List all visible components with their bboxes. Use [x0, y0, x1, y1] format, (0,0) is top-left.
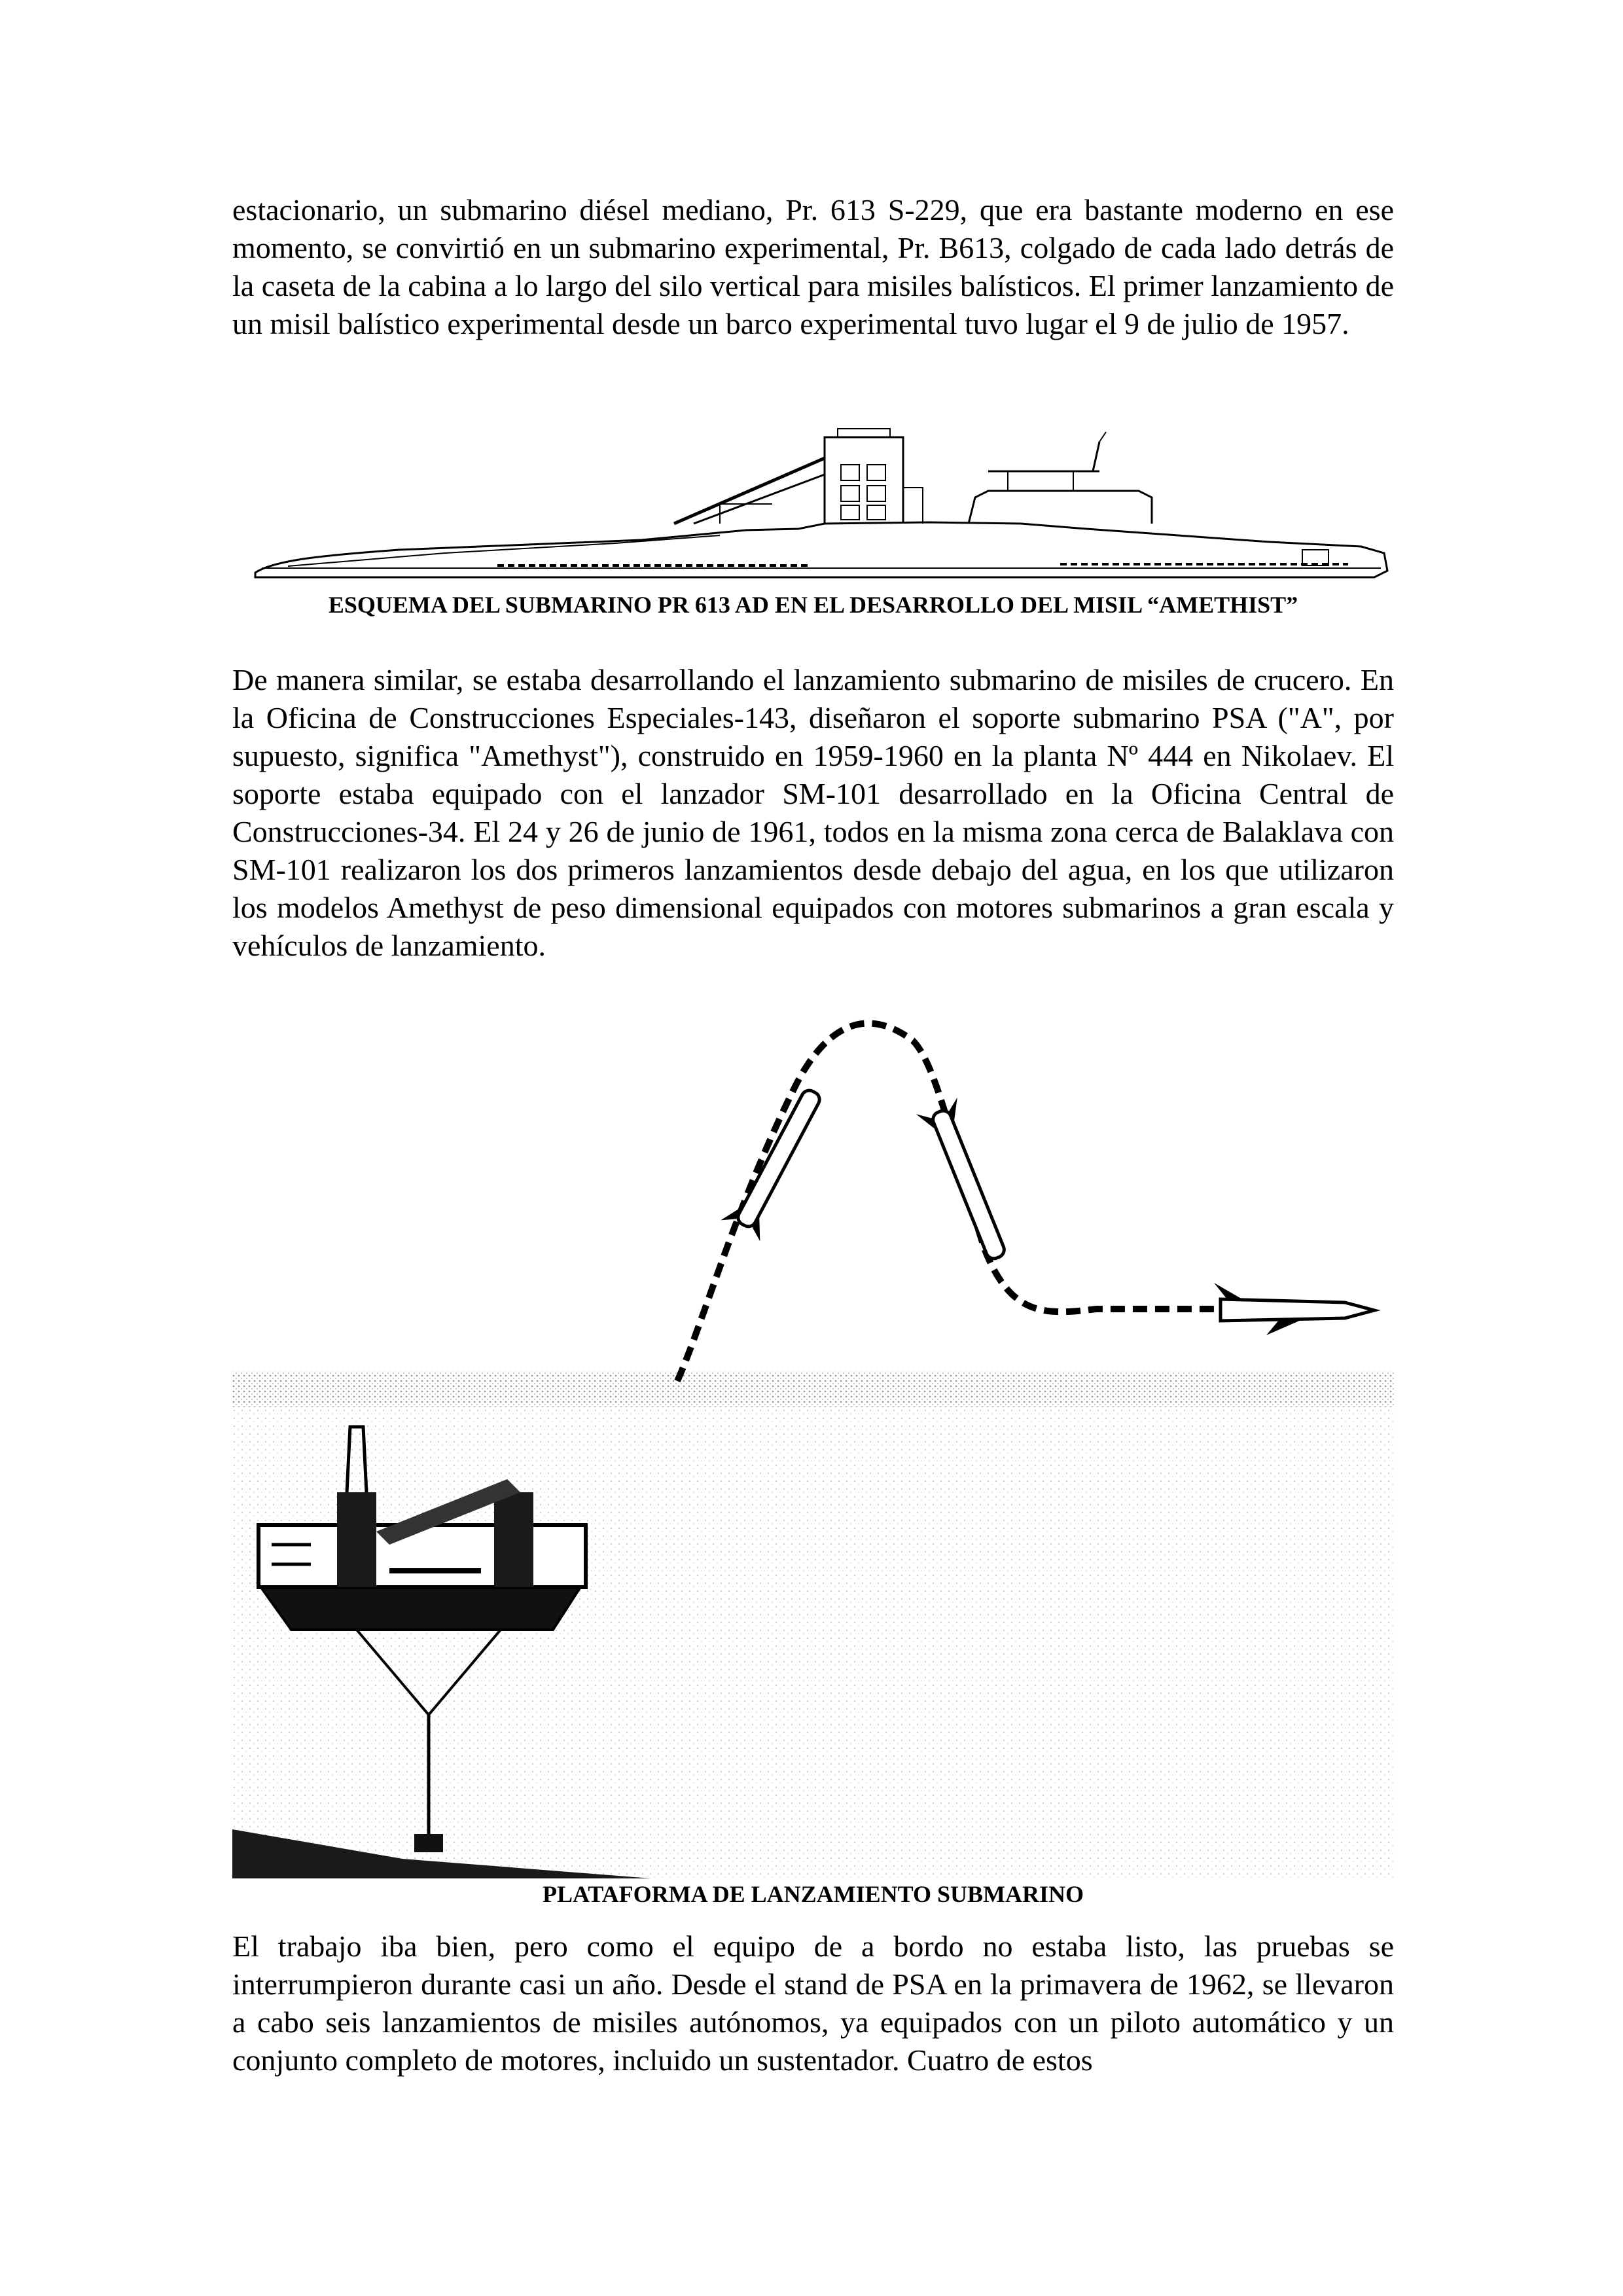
launch-platform-diagram	[232, 1008, 1394, 1878]
descending-missile-icon	[916, 1098, 1019, 1266]
figure-2-caption: PLATAFORMA DE LANZAMIENTO SUBMARINO	[542, 1881, 1084, 1907]
water-surface	[232, 1371, 1394, 1407]
paragraph-3: El trabajo iba bien, pero como el equipo de a bordo no estaba listo, las pruebas se interrumpieron durante casi un año. Desde el stand de PSA en la primavera de 1962, se llevaron a cabo seis lanzamientos de misiles autónomos, ya equipados con un piloto automático y un conjunto completo de motores, incluido un sustentador. Cuatro de estos	[232, 1929, 1394, 2077]
figure-1-caption: ESQUEMA DEL SUBMARINO PR 613 AD EN EL DESARROLLO DEL MISIL “AMETHIST”	[328, 592, 1298, 618]
submarine-diagram	[249, 425, 1400, 583]
paragraph-2: De manera similar, se estaba desarrollando el lanzamiento submarino de misiles de crucero. En la Oficina de Construcciones Especiales-143, diseñaron el soporte submarino PSA ("A", por supuesto, significa "Amethyst"), construido en 1959-1960 en la planta Nº 444 en Nikolaev. El soporte estaba equipado con el lanzador SM-101 desarrollado en la Oficina Central de Construcciones-34. El 24 y 26 de junio de 1961, todos en la misma zona cerca de Balaklava con SM-101 realizaron los dos primeros lanzamientos desde debajo del agua, en los que utilizaron los modelos Amethyst de peso dimensional equipados con motores submarinos a gran escala y vehículos de lanzamiento.	[232, 663, 1394, 962]
underwater-area	[232, 1407, 1394, 1878]
paragraph-1: estacionario, un submarino diésel mediano, Pr. 613 S-229, que era bastante moderno en ese momento, se convirtió en un submarino experimental, Pr. B613, colgado de cada lado detrás de la caseta de la cabina a lo largo del silo vertical para misiles balísticos. El primer lanzamiento de un misil balístico experimental desde un barco experimental tuvo lugar el 9 de julio de 1957.	[232, 193, 1394, 340]
rising-missile-icon	[721, 1081, 834, 1241]
cruise-missile-icon	[1214, 1283, 1374, 1335]
